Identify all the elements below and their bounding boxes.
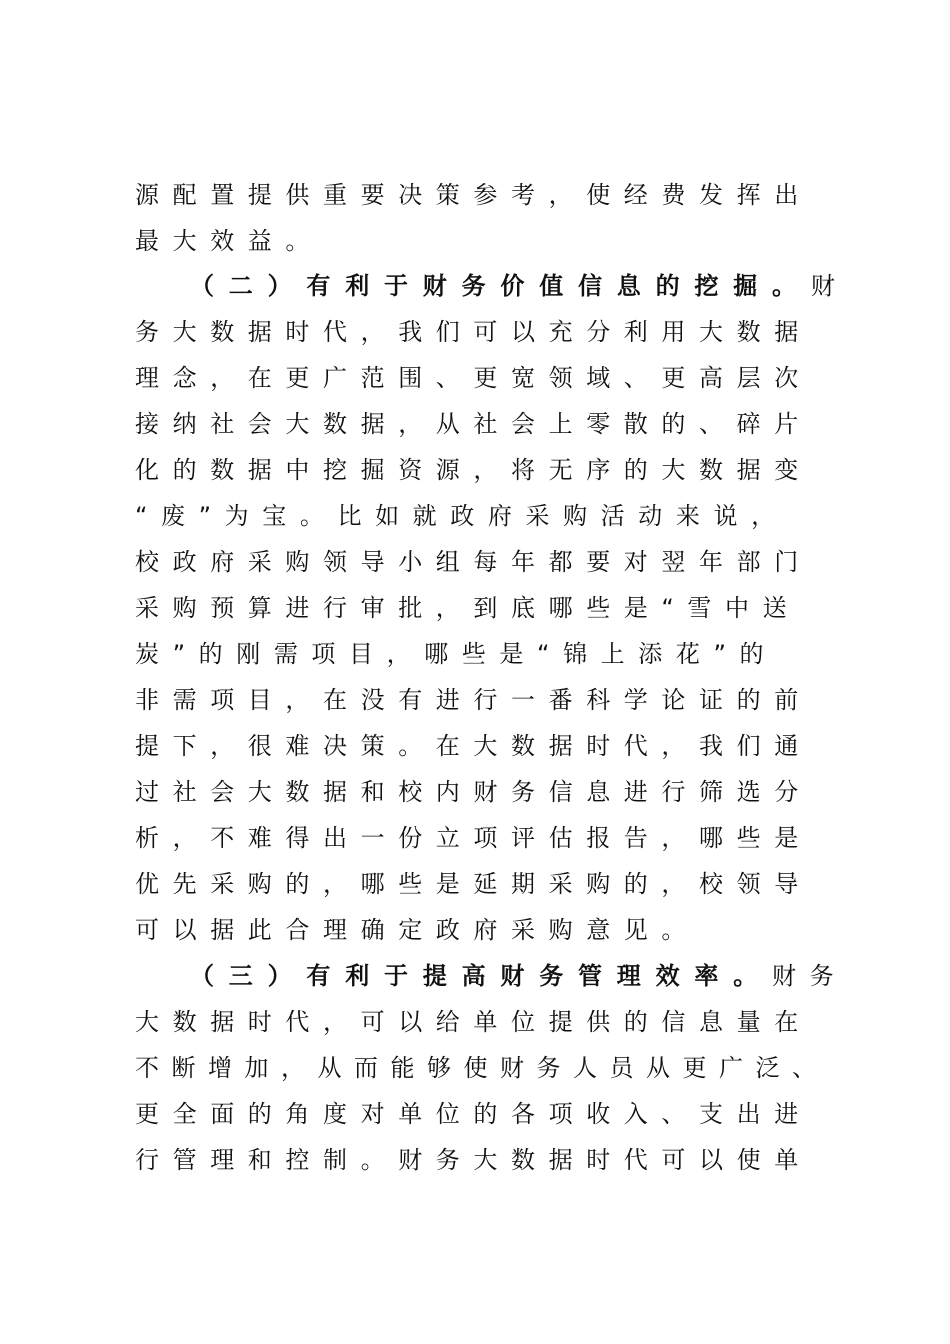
text-line: 析，不难得出一份立项评估报告，哪些是: [135, 824, 812, 852]
text-line: 不断增加，从而能够使财务人员从更广泛、: [135, 1054, 829, 1082]
section-heading-2: [190, 266, 870, 306]
text-line: 最大效益。: [135, 227, 323, 255]
text-line: 过社会大数据和校内财务信息进行筛选分: [135, 778, 812, 806]
text-line: 可以据此合理确定政府采购意见。: [135, 916, 699, 944]
text-line: 理念，在更广范围、更宽领域、更高层次: [135, 364, 812, 392]
text-line: 接纳社会大数据，从社会上零散的、碎片: [135, 410, 812, 438]
text-line: 炭”的刚需项目，哪些是“锦上添花”的: [135, 640, 778, 668]
section-heading-tail: 财: [810, 272, 835, 300]
section-heading-tail: 财务: [772, 962, 848, 990]
text-line: 采购预算进行审批，到底哪些是“雪中送: [135, 594, 801, 622]
text-line: 务大数据时代，我们可以充分利用大数据: [135, 318, 812, 346]
text-line: 优先采购的，哪些是延期采购的，校领导: [135, 870, 812, 898]
text-line: 行管理和控制。财务大数据时代可以使单: [135, 1146, 812, 1174]
text-line: 更全面的角度对单位的各项收入、支出进: [135, 1100, 812, 1128]
text-line: 提下，很难决策。在大数据时代，我们通: [135, 732, 812, 760]
section-heading-3: [190, 956, 870, 996]
text-line: 源配置提供重要决策参考，使经费发挥出: [135, 181, 812, 209]
text-line: “废”为宝。比如就政府采购活动来说，: [135, 502, 789, 530]
section-heading-text: （二）有利于财务价值信息的挖掘。: [190, 272, 811, 300]
text-line: 非需项目，在没有进行一番科学论证的前: [135, 686, 812, 714]
text-line: 校政府采购领导小组每年都要对翌年部门: [135, 548, 812, 576]
section-heading-text: （三）有利于提高财务管理效率。: [190, 962, 772, 990]
text-line: 化的数据中挖掘资源，将无序的大数据变: [135, 456, 812, 484]
text-line: 大数据时代，可以给单位提供的信息量在: [135, 1008, 812, 1036]
